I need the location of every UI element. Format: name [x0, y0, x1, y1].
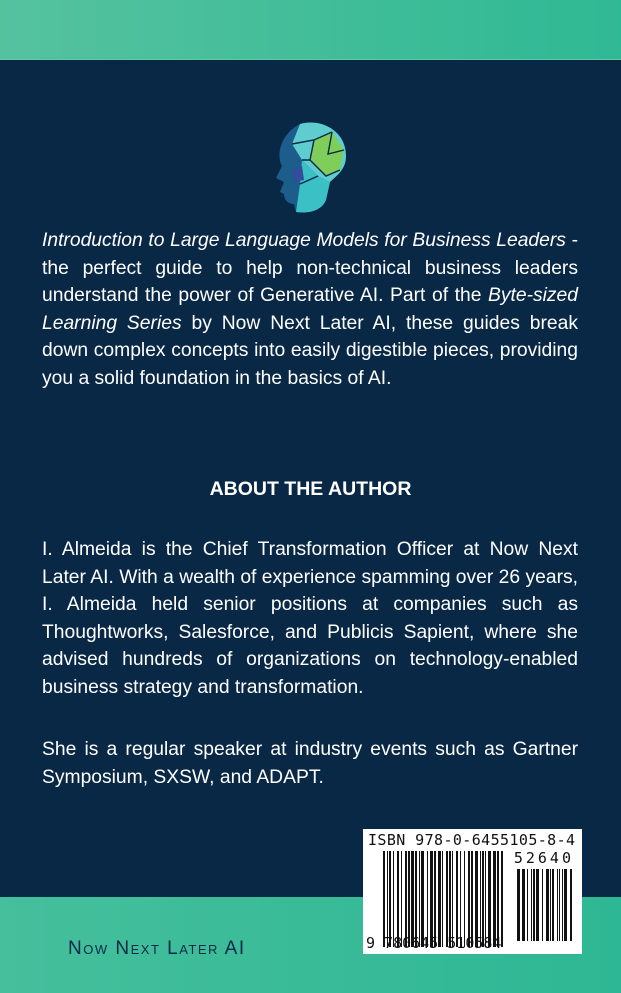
barcode-bar: [405, 851, 407, 929]
barcode-bar: [438, 851, 441, 929]
barcode-bar: [550, 869, 551, 941]
barcode-bar: [482, 851, 484, 929]
book-title: Introduction to Large Language Models for Business Leaders: [42, 230, 566, 251]
barcode-bar: [546, 869, 549, 941]
barcode-bar: [531, 869, 532, 941]
barcode-bar: [501, 851, 503, 929]
barcode-bar: [460, 851, 461, 929]
barcode-bar: [517, 869, 520, 941]
description-text-2: by Now Next Later AI, these guides break down complex concepts into easily digestible pieces, providing you a solid foundation in the basics of AI.: [42, 312, 578, 389]
barcode-bar: [533, 869, 535, 941]
barcode-bar: [434, 851, 436, 929]
barcode-bar: [493, 851, 496, 929]
barcode-bar: [415, 851, 417, 929]
barcode-bar: [485, 851, 486, 929]
barcode-bar: [421, 851, 424, 929]
barcode-bar: [471, 851, 473, 929]
barcode-bar: [419, 851, 420, 929]
barcode-bar: [542, 869, 543, 941]
series-name: Byte-sized Learning Series: [42, 285, 578, 334]
author-bio: I. Almeida is the Chief Transformation Officer at Now Next Later AI. With a wealth of experience spamming over 26 years, I. Almeida held senior positions at companies such as Thoughtworks, Salesforce, and Publicis Sapient, where she advised hundreds of organizations on technology-enabled business strategy and transformation.: [42, 539, 578, 698]
barcode-bar: [456, 851, 458, 929]
about-author-heading: ABOUT THE AUTHOR: [209, 478, 412, 500]
ean-number: 9 780645 510584: [366, 934, 502, 952]
barcode-bar: [559, 869, 560, 941]
barcode-bar: [497, 851, 499, 929]
barcode-bar: [570, 869, 572, 941]
author-speaking: She is a regular speaker at industry events such as Gartner Symposium, SXSW, and ADAPT.: [42, 739, 578, 788]
barcode-bar: [536, 869, 539, 941]
barcode-bar: [452, 851, 453, 929]
barcode-bar: [522, 869, 525, 941]
barcode-bar: [446, 851, 448, 929]
top-band: [0, 0, 621, 60]
barcode-bar: [427, 851, 428, 929]
isbn-barcode: [363, 829, 582, 954]
isbn-text: ISBN 978-0-6455105-8-4: [368, 831, 576, 849]
barcode-bar: [468, 851, 470, 929]
barcode-bar: [411, 851, 414, 929]
description-text: - the perfect guide to help non-technical business leaders understand the power of Generative AI. Part of the: [42, 230, 578, 307]
barcode-bar: [564, 869, 567, 941]
barcode-bar: [488, 851, 491, 929]
book-description: [42, 227, 578, 393]
addon-number: 52640: [513, 849, 574, 867]
barcode-bar: [387, 851, 388, 929]
barcode-bar: [480, 851, 481, 929]
barcode-bar: [562, 869, 563, 941]
barcode-bar: [464, 851, 465, 929]
barcode-bar: [449, 851, 451, 929]
barcode-bar: [383, 851, 385, 929]
barcode-bar: [389, 851, 391, 929]
barcode-bar: [527, 869, 528, 941]
barcode-bar: [393, 851, 394, 929]
barcode-bar: [557, 869, 558, 941]
barcode-bar: [442, 851, 443, 929]
barcode-bar: [430, 851, 433, 929]
barcode-bar: [552, 869, 554, 941]
brain-head-logo: [270, 120, 348, 216]
barcode-bar: [397, 851, 399, 929]
barcode-bar: [475, 851, 478, 929]
barcode-bar: [401, 851, 402, 929]
publisher-name: Now Next Later AI: [68, 938, 246, 959]
barcode-bar: [408, 851, 410, 929]
